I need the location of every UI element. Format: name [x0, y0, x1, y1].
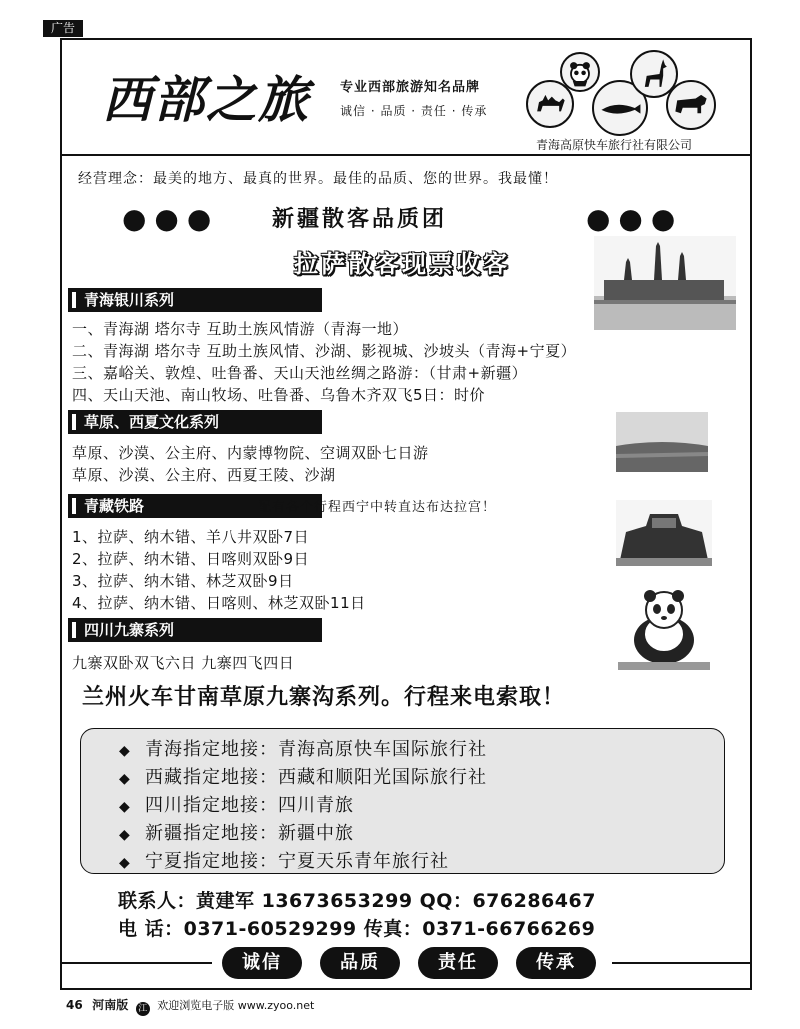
- section-header-grassland-xixia: 草原、西夏文化系列: [68, 410, 322, 434]
- footer-website[interactable]: 欢迎浏览电子版 www.zyoo.net: [157, 999, 315, 1012]
- company-name: 青海高原快车旅行社有限公司: [536, 138, 693, 152]
- edition-badge-icon: 江: [136, 1002, 150, 1016]
- decorative-dots-right: ●●●: [586, 202, 684, 235]
- route-line: 草原、沙漠、公主府、内蒙博物院、空调双卧七日游: [72, 444, 429, 462]
- motto-heritage: 传承: [516, 947, 596, 979]
- motto-quality: 品质: [320, 947, 400, 979]
- section-header-qinghai-yinchuan: 青海银川系列: [68, 288, 322, 312]
- diamond-icon: ◆: [119, 855, 131, 871]
- potala-palace-photo: [616, 500, 712, 566]
- agent-row: ◆ 宁夏指定地接：宁夏天乐青年旅行社: [119, 851, 449, 872]
- slogan-line1: 专业西部旅游知名品牌: [340, 80, 481, 95]
- header: [62, 40, 750, 156]
- slogan-line2: 诚信 · 品质 · 责任 · 传承: [340, 104, 488, 118]
- route-line: 3、拉萨、纳木错、林芝双卧9日: [72, 572, 294, 590]
- page-footer: [66, 996, 314, 1016]
- agent-row: ◆ 青海指定地接：青海高原快车国际旅行社: [119, 739, 487, 760]
- motto-integrity: 诚信: [222, 947, 302, 979]
- panda-photo: [618, 580, 710, 670]
- motto-responsibility: 责任: [418, 947, 498, 979]
- route-line: 九寨双卧双飞六日 九寨四飞四日: [72, 654, 295, 672]
- railway-note: 配有各个行程西宁中转直达布达拉宫！: [258, 500, 497, 515]
- diamond-icon: ◆: [119, 743, 131, 759]
- agent-row: ◆ 西藏指定地接：西藏和顺阳光国际旅行社: [119, 767, 487, 788]
- agent-row: ◆ 新疆指定地接：新疆中旅: [119, 823, 354, 844]
- local-agents-box: [80, 728, 725, 874]
- promo-banner: 兰州火车甘南草原九寨沟系列。行程来电索取！: [82, 685, 566, 710]
- section-header-qinghai-tibet-railway: 青藏铁路: [68, 494, 322, 518]
- ad-tag: 广告: [43, 20, 83, 37]
- sub-title: 拉萨散客现票收客: [294, 250, 510, 278]
- main-title: 新疆散客品质团: [272, 207, 448, 232]
- grassland-photo: [616, 412, 708, 472]
- business-philosophy: 经营理念：最美的地方、最真的世界。最佳的品质、您的世界。我最懂！: [78, 171, 558, 187]
- route-line: 4、拉萨、纳木错、日喀则、林芝双卧11日: [72, 594, 366, 612]
- decorative-dots-left: ●●●: [122, 202, 220, 235]
- route-line: 1、拉萨、纳木错、羊八井双卧7日: [72, 528, 310, 546]
- contact-phone-line: 电 话：0371-60529299 传真：0371-66766269: [118, 918, 596, 940]
- route-line: 二、青海湖 塔尔寺 互助土族风情、沙湖、影视城、沙坡头（青海+宁夏）: [72, 342, 577, 360]
- advertisement-frame: [60, 38, 752, 990]
- motto-group: [212, 947, 612, 979]
- edition-label: 河南版: [92, 998, 129, 1012]
- temple-photo: [594, 236, 736, 330]
- route-line: 四、天山天池、南山牧场、吐鲁番、乌鲁木齐双飞5日：时价: [72, 386, 486, 404]
- agent-row: ◆ 四川指定地接：四川青旅: [119, 795, 354, 816]
- section-header-sichuan-jiuzhai: 四川九寨系列: [68, 618, 322, 642]
- route-line: 三、嘉峪关、敦煌、吐鲁番、天山天池丝绸之路游：（甘肃+新疆）: [72, 364, 528, 382]
- route-line: 2、拉萨、纳木错、日喀则双卧9日: [72, 550, 310, 568]
- yak-icon: [666, 80, 716, 130]
- diamond-icon: ◆: [119, 799, 131, 815]
- contact-person-line: 联系人：黄建军 13673653299 QQ：676286467: [118, 890, 596, 912]
- diamond-icon: ◆: [119, 771, 131, 787]
- route-line: 草原、沙漠、公主府、西夏王陵、沙湖: [72, 466, 336, 484]
- logo: 西部之旅: [102, 70, 310, 129]
- route-line: 一、青海湖 塔尔寺 互助土族风情游（青海一地）: [72, 320, 409, 338]
- diamond-icon: ◆: [119, 827, 131, 843]
- page-number: 46: [66, 998, 83, 1012]
